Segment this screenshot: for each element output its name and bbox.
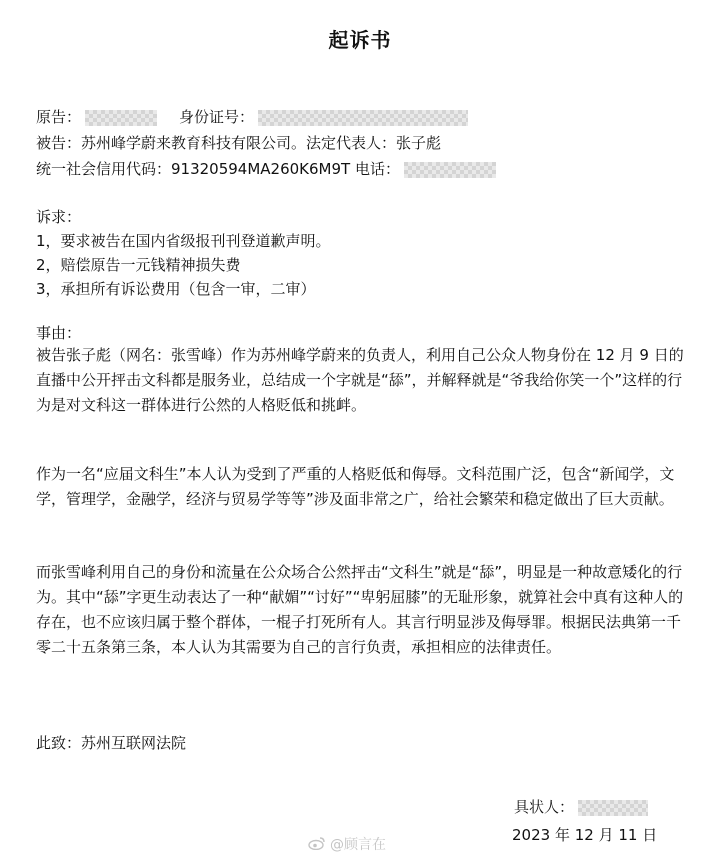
weibo-icon bbox=[308, 836, 326, 854]
claim-item-1: 1，要求被告在国内省级报刊刊登道歉声明。 bbox=[36, 232, 331, 250]
plaintiff-label: 原告： bbox=[36, 108, 82, 126]
claim-item-3: 3，承担所有诉讼费用（包含一审，二审） bbox=[36, 280, 316, 298]
id-label: 身份证号： bbox=[179, 108, 255, 126]
signature-line bbox=[514, 796, 652, 817]
facts-paragraph-1: 被告张子彪（网名：张雪峰）作为苏州峰学蔚来的负责人，利用自己公众人物身份在 12 月 9 日的直播中公开抨击文科都是服务业，总结成一个字就是“舔”，并解释就是“爷我给你笑一个”这样的行为是对文科这一群体进行公然的人格贬低和挑衅。 bbox=[36, 346, 684, 414]
document-title: 起诉书 bbox=[328, 28, 392, 52]
plaintiff-line bbox=[36, 106, 472, 128]
redacted-signature bbox=[578, 800, 648, 816]
credit-code-line bbox=[36, 158, 500, 180]
signature-label: 具状人： bbox=[514, 798, 575, 816]
addressee-line: 此致：苏州互联网法院 bbox=[36, 734, 187, 752]
defendant-line: 被告：苏州峰学蔚来教育科技有限公司。法定代表人：张子彪 bbox=[36, 134, 442, 152]
redacted-plaintiff-name bbox=[85, 110, 157, 126]
redacted-id-number bbox=[258, 110, 468, 126]
watermark-text: @顾言在 bbox=[330, 837, 386, 853]
watermark bbox=[308, 834, 386, 854]
credit-code-text: 统一社会信用代码：91320594MA260K6M9T 电话： bbox=[36, 160, 400, 178]
claim-item-2: 2，赔偿原告一元钱精神损失费 bbox=[36, 256, 241, 274]
facts-heading: 事由： bbox=[36, 324, 82, 342]
facts-paragraph-3: 而张雪峰利用自己的身份和流量在公众场合公然抨击“文科生”就是“舔”，明显是一种故意矮化的行为。其中“舔”字更生动表达了一种“献媚”“讨好”“卑躬屈膝”的无耻形象，就算社会中真有这种人的存在，也不应该归属于整个群体，一棍子打死所有人。其言行明显涉及侮辱罪。根据民法典第一千零二十五条第三条，本人认为其需要为自己的言行负责，承担相应的法律责任。 bbox=[36, 563, 684, 656]
claims-heading: 诉求： bbox=[36, 208, 82, 226]
facts-paragraph-2: 作为一名“应届文科生”本人认为受到了严重的人格贬低和侮辱。文科范围广泛，包含“新闻学，文学，管理学，金融学，经济与贸易学等等”涉及面非常之广，给社会繁荣和稳定做出了巨大贡献。 bbox=[36, 465, 675, 508]
document-date: 2023 年 12 月 11 日 bbox=[512, 826, 658, 844]
redacted-phone bbox=[404, 162, 496, 178]
